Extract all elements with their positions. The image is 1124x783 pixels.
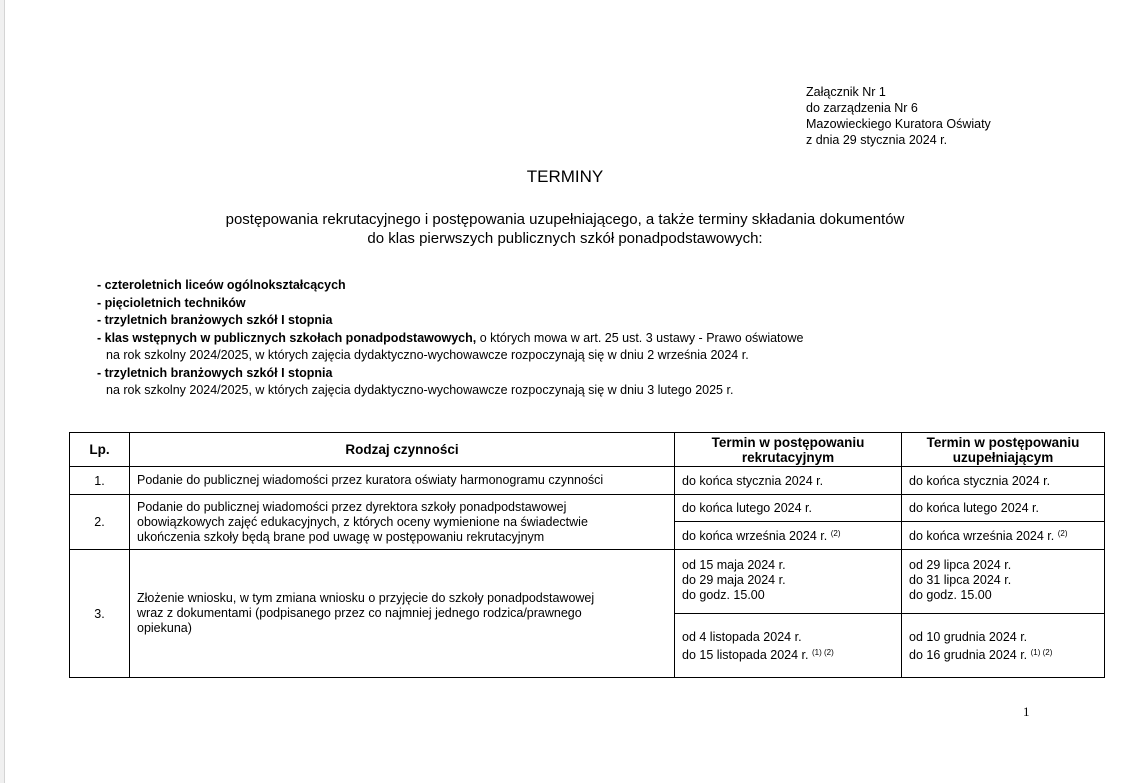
footnote-ref: (1) (2) [811,648,834,657]
header-supplementary: Termin w postępowaniu uzupełniającym [902,433,1105,467]
supplementary-date: do końca stycznia 2024 r. [902,467,1105,495]
document-subtitle [5,210,1124,248]
document-page [4,0,1124,783]
table-header-row [70,433,1105,467]
list-item: - trzyletnich branżowych szkół I stopnia [97,365,333,380]
recruitment-date: do końca stycznia 2024 r. [675,467,902,495]
supplementary-date: do końca lutego 2024 r. [902,495,1105,522]
supplementary-date: od 29 lipca 2024 r. do 31 lipca 2024 r. do godz. 15.00 [902,550,1105,614]
list-item-continuation: na rok szkolny 2024/2025, w których zajęcia dydaktyczno-wychowawcze rozpoczynają się w dniu 3 lutego 2025 r. [106,383,734,397]
supplementary-date: od 10 grudnia 2024 r. do 16 grudnia 2024 r. $^{(1) (2)}$ [902,614,1105,678]
activity-cell: Podanie do publicznej wiadomości przez dyrektora szkoły ponadpodstawowej obowiązkowych zajęć edukacyjnych, z których oceny wymienione na świadectwie ukończenia szkoły będą brane pod uwagę w postępowaniu rekrutacyjnym [130,495,675,550]
annex-line: Mazowieckiego Kuratora Oświaty [806,117,991,131]
annex-line: z dnia 29 stycznia 2024 r. [806,133,948,147]
supplementary-date: do końca września 2024 r. $^{(2)}$ [902,522,1105,550]
subtitle-line: postępowania rekrutacyjnego i postępowania uzupełniającego, a także terminy składania dokumentów [225,211,905,228]
list-item: - czteroletnich liceów ogólnokształcących [97,278,346,292]
document-title: TERMINY [526,167,604,186]
annex-line: do zarządzenia Nr 6 [806,101,918,115]
list-item: - pięcioletnich techników [97,295,246,310]
footnote-ref: (1) (2) [1030,648,1053,657]
activity-cell: Złożenie wniosku, w tym zmiana wniosku o przyjęcie do szkoły ponadpodstawowej wraz z dokumentami (podpisanego przez co najmniej jednego rodzica/prawnego opiekuna) [130,550,675,678]
subtitle-line: do klas pierwszych publicznych szkół ponadpodstawowych: [367,230,763,247]
list-item: - trzyletnich branżowych szkół I stopnia [97,313,333,327]
table-row [70,495,1105,522]
school-types-list [97,277,803,400]
row-number: 3. [70,550,130,678]
header-lp: Lp. [70,433,130,467]
footnote-ref: (2) [1057,528,1068,538]
activity-cell: Podanie do publicznej wiadomości przez kuratora oświaty harmonogramu czynności [130,467,675,495]
header-activity: Rodzaj czynności [130,433,675,467]
annex-line: Załącznik Nr 1 [806,85,886,99]
table-row [70,550,1105,614]
list-item-continuation: na rok szkolny 2024/2025, w których zajęcia dydaktyczno-wychowawcze rozpoczynają się w dniu 2 września 2024 r. [106,348,749,362]
annex-header [806,84,991,148]
recruitment-date: od 15 maja 2024 r. do 29 maja 2024 r. do godz. 15.00 [675,550,902,614]
page-number: 1 [1023,704,1030,719]
footnote-ref: (2) [830,528,841,538]
table-row [70,467,1105,495]
schedule-table [69,432,1105,678]
list-item: - klas wstępnych w publicznych szkołach ponadpodstawowych, o których mowa w art. 25 ust. 3 ustawy - Prawo oświatowe [97,330,804,345]
row-number: 2. [70,495,130,550]
header-recruitment: Termin w postępowaniu rekrutacyjnym [675,433,902,467]
recruitment-date: do końca lutego 2024 r. [675,495,902,522]
recruitment-date: od 4 listopada 2024 r. do 15 listopada 2024 r. $^{(1) (2)}$ [675,614,902,678]
row-number: 1. [70,467,130,495]
recruitment-date: do końca września 2024 r. $^{(2)}$ [675,522,902,550]
